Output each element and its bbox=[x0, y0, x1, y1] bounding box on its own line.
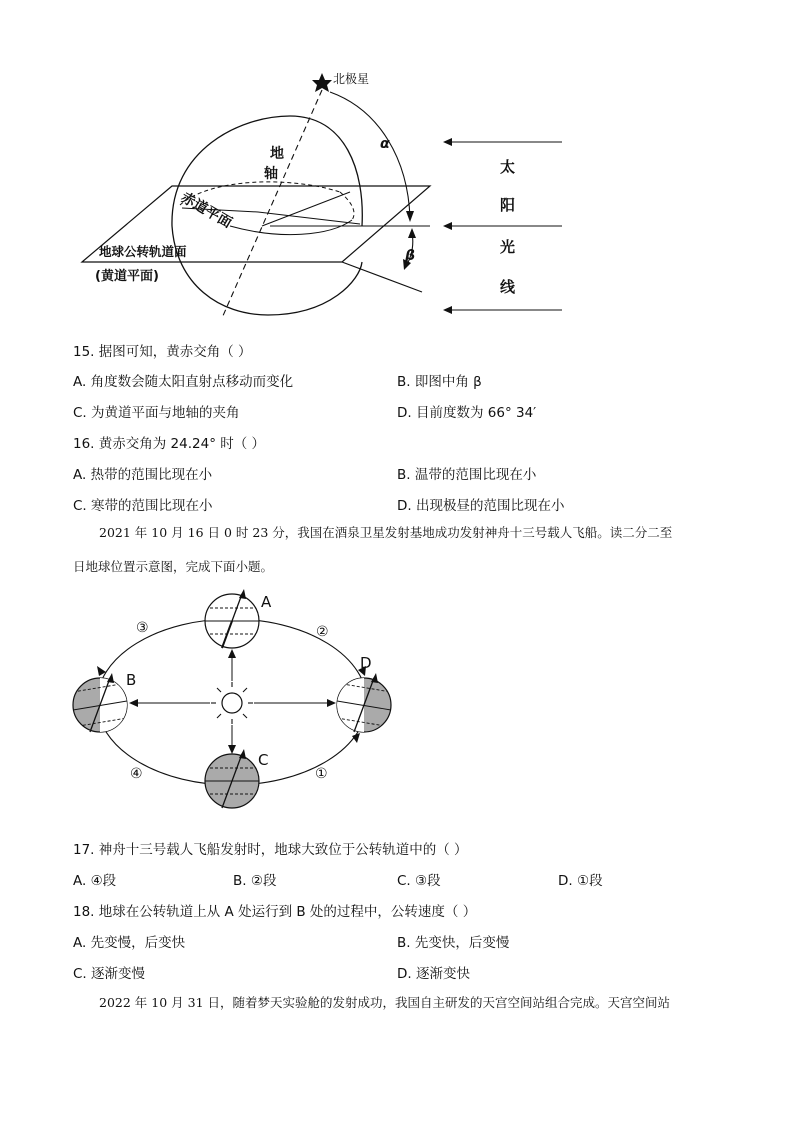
beta-label: β bbox=[405, 248, 416, 264]
sunlight-label-2: 阳 bbox=[500, 196, 516, 214]
sunlight-arrow bbox=[443, 222, 452, 230]
passage-shenzhou bbox=[73, 516, 723, 584]
position-label-c: C bbox=[258, 751, 269, 769]
segment-label-3: ③ bbox=[136, 620, 149, 636]
segment-label-4: ④ bbox=[130, 766, 143, 782]
sunlight-arrow bbox=[443, 306, 452, 314]
q15-option-a[interactable]: A. 角度数会随太阳直射点移动而变化 bbox=[73, 374, 294, 390]
position-label-d: D bbox=[360, 654, 372, 672]
q18-option-d[interactable]: D. 逐渐变快 bbox=[397, 966, 470, 982]
segment-label-1: ① bbox=[315, 766, 328, 782]
q18-option-c[interactable]: C. 逐渐变慢 bbox=[73, 966, 146, 982]
q16-option-a[interactable]: A. 热带的范围比现在小 bbox=[73, 467, 213, 483]
axis-label-1: 地 bbox=[270, 146, 284, 162]
position-label-a: A bbox=[261, 593, 272, 611]
question-16: 16. 黄赤交角为 24.24° 时（ ） bbox=[73, 436, 266, 452]
q18-option-b[interactable]: B. 先变快，后变慢 bbox=[397, 935, 510, 951]
passage-line: 日地球位置示意图，完成下面小题。 bbox=[73, 559, 274, 574]
sunlight-label-1: 太 bbox=[500, 158, 516, 176]
q15-option-c[interactable]: C. 为黄道平面与地轴的夹角 bbox=[73, 405, 240, 421]
sun-icon bbox=[211, 682, 253, 724]
question-15: 15. 据图可知，黄赤交角（ ） bbox=[73, 344, 252, 360]
earth-position-d bbox=[337, 673, 391, 732]
equator-plane-label: 赤道平面 bbox=[178, 189, 235, 232]
ecliptic-plane-label: (黄道平面) bbox=[95, 269, 159, 284]
q15-option-b[interactable]: B. 即图中角 β bbox=[397, 374, 482, 390]
q17-option-b[interactable]: B. ②段 bbox=[233, 873, 277, 889]
q17-option-d[interactable]: D. ①段 bbox=[558, 873, 603, 889]
sunlight-arrow bbox=[443, 138, 452, 146]
earth-position-c bbox=[205, 749, 259, 808]
sunlight-label-4: 线 bbox=[500, 278, 516, 296]
q18-option-a[interactable]: A. 先变慢，后变快 bbox=[73, 935, 186, 951]
q16-option-b[interactable]: B. 温带的范围比现在小 bbox=[397, 467, 537, 483]
passage-line: 2021 年 10 月 16 日 0 时 23 分，我国在酒泉卫星发射基地成功发射神舟十三号载人飞船。读二分二至 bbox=[99, 525, 673, 540]
obliquity-diagram bbox=[75, 60, 575, 328]
question-18: 18. 地球在公转轨道上从 A 处运行到 B 处的过程中，公转速度（ ） bbox=[73, 904, 477, 920]
earth-position-a bbox=[205, 589, 259, 648]
orbit-diagram bbox=[60, 585, 410, 820]
alpha-label: α bbox=[380, 136, 390, 152]
question-17: 17. 神舟十三号载人飞船发射时，地球大致位于公转轨道中的（ ） bbox=[73, 842, 468, 858]
q17-option-a[interactable]: A. ④段 bbox=[73, 873, 117, 889]
q17-option-c[interactable]: C. ③段 bbox=[397, 873, 441, 889]
passage-tiangong: 2022 年 10 月 31 日，随着梦天实验舱的发射成功，我国自主研发的天宫空间站组合完成。天宫空间站 bbox=[99, 995, 670, 1010]
q16-option-d[interactable]: D. 出现极昼的范围比现在小 bbox=[397, 498, 565, 514]
q16-option-c[interactable]: C. 寒带的范围比现在小 bbox=[73, 498, 213, 514]
earth-position-b bbox=[73, 673, 127, 732]
position-label-b: B bbox=[126, 671, 137, 689]
orbit-plane-label: 地球公转轨道面 bbox=[99, 244, 187, 259]
north-star-label: 北极星 bbox=[333, 72, 370, 86]
sunlight-label-3: 光 bbox=[500, 238, 516, 256]
q15-option-d[interactable]: D. 目前度数为 66° 34′ bbox=[397, 405, 537, 421]
axis-label-2: 轴 bbox=[264, 166, 278, 182]
north-star-icon bbox=[312, 73, 332, 92]
segment-label-2: ② bbox=[316, 624, 329, 640]
